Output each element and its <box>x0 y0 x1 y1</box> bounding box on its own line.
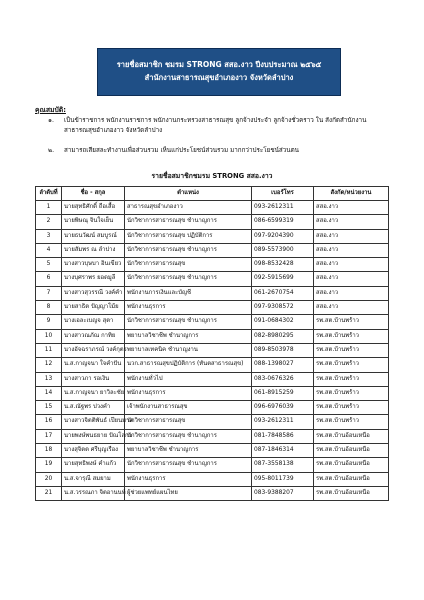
member-phone: 083-9388207 <box>252 486 314 500</box>
member-department: สสอ.งาว <box>314 229 389 243</box>
member-department: รพ.สต.บ้านพร้าว <box>314 372 389 386</box>
qualification-text: เป็นข้าราชการ พนักงานราชการ พนักงานกระทรวงสาธารณสุข ลูกจ้างประจำ ลูกจ้างชั่วคราว ใน สังกัดสำนักงานสาธารณสุขอำเภองาว จังหวัดลำปาง <box>64 117 367 134</box>
member-phone: 095-8011739 <box>252 472 314 486</box>
qualification-number: ๒. <box>48 147 55 154</box>
header-index: ลำดับที่ <box>36 187 62 201</box>
member-list-title: รายชื่อสมาชิกชมรม STRONG สสอ.งาว <box>151 172 273 180</box>
member-phone: 089-5573900 <box>252 243 314 257</box>
member-name: นางบุศราพร ยอดมูลี <box>62 272 125 286</box>
member-name: น.ส.จารุณี สมยาม <box>62 472 125 486</box>
member-department: รพ.สต.บ้านพร้าว <box>314 401 389 415</box>
row-index: 9 <box>36 315 62 329</box>
member-name: นางเอละเบญจ สุตา <box>62 315 125 329</box>
member-phone: 093-2612311 <box>252 415 314 429</box>
member-name: นายพิษณุ จินใจเย็น <box>62 215 125 229</box>
member-name: นางสาวบุษบา อินเขียว <box>62 258 125 272</box>
table-row <box>36 486 389 500</box>
member-department: สสอ.งาว <box>314 301 389 315</box>
row-index: 18 <box>36 444 62 458</box>
member-position: นักวิชาการสาธารณสุข ชำนาญการ <box>125 458 252 472</box>
member-name: นายสุทธิศักดิ์ ถือเสื้อ <box>62 201 125 215</box>
member-department: สสอ.งาว <box>314 272 389 286</box>
member-name: นางสาวสุวรรณี วงค์คำ <box>62 286 125 300</box>
table-row <box>36 315 389 329</box>
member-phone: 061-8915259 <box>252 386 314 400</box>
member-phone: 093-2612311 <box>252 201 314 215</box>
member-name: นายสัมพร ณ ลำปาง <box>62 243 125 257</box>
row-index: 1 <box>36 201 62 215</box>
member-department: รพ.สต.บ้านอ้อนเหนือ <box>314 444 389 458</box>
row-index: 8 <box>36 301 62 315</box>
table-row <box>36 429 389 443</box>
member-phone: 097-9204390 <box>252 229 314 243</box>
row-index: 13 <box>36 372 62 386</box>
member-position: พยาบาลวิชาชีพ ชำนาญการ <box>125 329 252 343</box>
row-index: 21 <box>36 486 62 500</box>
member-position: ผู้ช่วยแพทย์แผนไทย <box>125 486 252 500</box>
table-row <box>36 343 389 357</box>
member-phone: 087-3558138 <box>252 458 314 472</box>
table-row <box>36 329 389 343</box>
table-row <box>36 458 389 472</box>
member-phone: 082-8980295 <box>252 329 314 343</box>
member-position: นักวิชาการสาธารณสุข ชำนาญการ <box>125 243 252 257</box>
row-index: 4 <box>36 243 62 257</box>
table-row <box>36 386 389 400</box>
member-position: พนักงานการเงินและบัญชี <box>125 286 252 300</box>
member-phone: 081-7848586 <box>252 429 314 443</box>
member-phone: 088-1398027 <box>252 358 314 372</box>
row-index: 20 <box>36 472 62 486</box>
member-name: นายธนวัฒน์ สมบูรณ์ <box>62 229 125 243</box>
member-department: สสอ.งาว <box>314 215 389 229</box>
member-name: นางสาวณภัณ กาทิย <box>62 329 125 343</box>
table-row <box>36 286 389 300</box>
member-phone: 097-9308572 <box>252 301 314 315</box>
member-department: รพ.สต.บ้านอ้อนเหนือ <box>314 472 389 486</box>
member-department: รพ.สต.บ้านพร้าว <box>314 415 389 429</box>
members-table <box>35 186 389 501</box>
member-department: สสอ.งาว <box>314 286 389 300</box>
member-name: นางสาวจิตติพันธ์ เปียนมาค <box>62 415 125 429</box>
qualification-item <box>48 146 388 156</box>
row-index: 10 <box>36 329 62 343</box>
qualification-item <box>48 116 388 136</box>
member-phone: 086-6599319 <box>252 215 314 229</box>
table-row <box>36 372 389 386</box>
member-phone: 096-6976039 <box>252 401 314 415</box>
member-department: รพ.สต.บ้านพร้าว <box>314 343 389 357</box>
table-body <box>36 201 389 501</box>
table-row <box>36 258 389 272</box>
row-index: 5 <box>36 258 62 272</box>
member-position: พนักงานธุรการ <box>125 472 252 486</box>
member-name: นายพงษ์พนธยาย ปัณโลกา <box>62 429 125 443</box>
member-position: สาธารณสุขอำเภองาว <box>125 201 252 215</box>
member-name: นายสุทธิพงษ์ คำแก้ว <box>62 458 125 472</box>
row-index: 16 <box>36 415 62 429</box>
title-line-2: สำนักงานสาธารณสุขอำเภองาว จังหวัดลำปาง <box>144 73 294 82</box>
title-line-1: รายชื่อสมาชิก ชมรม STRONG สสอ.งาว ปีงบประมาณ ๒๕๖๕ <box>116 60 322 69</box>
member-name: น.ส.กาญจนา ใจคำปัน <box>62 358 125 372</box>
member-position: พยาบาลเทคนิค ชำนาญงาน <box>125 343 252 357</box>
member-position: เจ้าพนักงานสาธารณสุข <box>125 401 252 415</box>
row-index: 11 <box>36 343 62 357</box>
member-phone: 083-0676326 <box>252 372 314 386</box>
table-row <box>36 272 389 286</box>
member-position: นักวิชาการสาธารณสุข ชำนาญการ <box>125 315 252 329</box>
member-phone: 092-5915699 <box>252 272 314 286</box>
member-name: นายสาธิต ปัญญาโม้ย <box>62 301 125 315</box>
table-row <box>36 472 389 486</box>
member-position: นักวิชาการสาธารณสุข <box>125 415 252 429</box>
row-index: 15 <box>36 401 62 415</box>
qualification-number: ๑. <box>48 117 54 124</box>
header-department: สังกัด/หน่วยงาน <box>314 187 389 201</box>
table-row <box>36 229 389 243</box>
table-row <box>36 215 389 229</box>
row-index: 7 <box>36 286 62 300</box>
member-department: สสอ.งาว <box>314 201 389 215</box>
member-name: น.ส.ณัฐพร ปวงคำ <box>62 401 125 415</box>
member-position: นวก.สาธารณสุขปฏิบัติการ (ทันตสาธารณสุข) <box>125 358 252 372</box>
member-department: สสอ.งาว <box>314 258 389 272</box>
member-department: รพ.สต.บ้านอ้อนเหนือ <box>314 486 389 500</box>
member-name: นางสุจิตต ศรีบุญเรือง <box>62 444 125 458</box>
member-phone: 061-2670754 <box>252 286 314 300</box>
member-department: สสอ.งาว <box>314 243 389 257</box>
member-position: พนักงานทั่วไป <box>125 372 252 386</box>
member-position: พนักงานธุรการ <box>125 301 252 315</box>
member-position: พนักงานธุรการ <box>125 386 252 400</box>
row-index: 12 <box>36 358 62 372</box>
member-phone: 098-8532428 <box>252 258 314 272</box>
member-position: นักวิชาการสาธารณสุข ชำนาญการ <box>125 429 252 443</box>
table-row <box>36 358 389 372</box>
qualification-text: สามารถเสียสละทำงานเพื่อส่วนรวม เห็นแก่ประโยชน์ส่วนรวม มากกว่าประโยชน์ส่วนตน <box>64 147 299 154</box>
member-department: รพ.สต.บ้านพร้าว <box>314 358 389 372</box>
row-index: 6 <box>36 272 62 286</box>
table-row <box>36 301 389 315</box>
member-position: นักวิชาการสาธารณสุข ชำนาญการ <box>125 215 252 229</box>
member-department: รพ.สต.บ้านพร้าว <box>314 315 389 329</box>
table-header-row <box>36 187 389 201</box>
qualifications-heading: คุณสมบัติ: <box>35 106 66 114</box>
header-position: ตำแหน่ง <box>125 187 252 201</box>
row-index: 3 <box>36 229 62 243</box>
table-row <box>36 401 389 415</box>
member-position: นักวิชาการสาธารณสุข <box>125 258 252 272</box>
header-name: ชื่อ - สกุล <box>62 187 125 201</box>
row-index: 17 <box>36 429 62 443</box>
member-position: พยาบาลวิชาชีพ ชำนาญการ <box>125 444 252 458</box>
header-phone: เบอร์โทร <box>252 187 314 201</box>
table-row <box>36 415 389 429</box>
member-department: รพ.สต.บ้านอ้อนเหนือ <box>314 458 389 472</box>
member-phone: 089-8503978 <box>252 343 314 357</box>
member-department: รพ.สต.บ้านพร้าว <box>314 386 389 400</box>
table-row <box>36 201 389 215</box>
member-position: นักวิชาการสาธารณสุข ชำนาญการ <box>125 272 252 286</box>
member-name: น.ส.วรรณภา จิตอานนท์ <box>62 486 125 500</box>
table-row <box>36 444 389 458</box>
member-department: รพ.สต.บ้านพร้าว <box>314 329 389 343</box>
row-index: 14 <box>36 386 62 400</box>
member-position: นักวิชาการสาธารณสุข ปฏิบัติการ <box>125 229 252 243</box>
row-index: 19 <box>36 458 62 472</box>
member-phone: 091-0684302 <box>252 315 314 329</box>
member-name: นางอัจฉราภรณ์ วงค์กุตร <box>62 343 125 357</box>
member-name: น.ส.กาญจนา ยาวิละชัย <box>62 386 125 400</box>
document-title-banner <box>97 48 341 96</box>
table-row <box>36 243 389 257</box>
member-phone: 087-1846314 <box>252 444 314 458</box>
member-department: รพ.สต.บ้านอ้อนเหนือ <box>314 429 389 443</box>
member-name: นางสาวภา รอเงิน <box>62 372 125 386</box>
row-index: 2 <box>36 215 62 229</box>
